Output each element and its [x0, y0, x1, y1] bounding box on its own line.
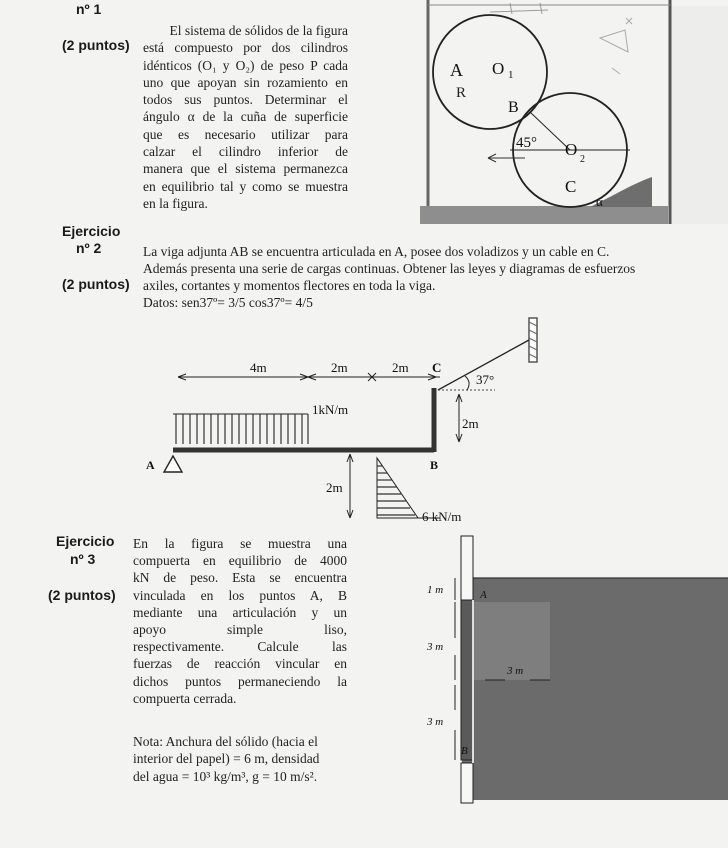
text-line: ángulo α de la cuña de superficie [143, 109, 348, 125]
problem-2-points: (2 puntos) [62, 276, 130, 292]
label-b: B [461, 745, 468, 757]
label-o1-sub: 1 [508, 69, 514, 81]
label-load: 1kN/m [312, 402, 349, 417]
gate-bottom [461, 763, 473, 803]
label-angle: 37° [476, 372, 495, 387]
label-b: B [508, 99, 519, 116]
text-line: en la figura. [143, 195, 208, 211]
margin-area [668, 6, 728, 224]
triangular-load [377, 458, 418, 518]
text-line: todos sus puntos. Determinar el [143, 92, 348, 108]
note-line: interior del papel) = 6 m, densidad [133, 751, 320, 767]
label-o1: O [492, 59, 505, 78]
dim-3m-c: 3 m [427, 716, 444, 728]
text-line: manera que el sistema permanezca [143, 161, 348, 177]
angle-arc [465, 376, 469, 390]
floor [420, 206, 670, 224]
problem-3-note [133, 733, 353, 785]
problem-3-points: (2 puntos) [48, 587, 116, 603]
text-line: calzar el cilindro inferior de [143, 144, 348, 160]
text-line: kN de peso. Esta se encuentra [133, 570, 347, 586]
label-a: A [146, 458, 155, 472]
note-line: del agua = 10³ kg/m³, g = 10 m/s². [133, 768, 318, 784]
gate-top [461, 536, 473, 600]
dim-3m-a: 3 m [427, 641, 444, 653]
dim-2m-a: 2m [331, 360, 348, 375]
label-b: B [430, 458, 439, 472]
dim-4m: 4m [250, 360, 267, 375]
text-line: mediante una articulación y un [133, 604, 347, 620]
text-line: que es necesario utilizar para [143, 126, 348, 142]
text-line: La viga adjunta AB se encuentra articulada en A, posee dos voladizos y un cable en C. [143, 244, 610, 259]
text-line: en equilibrio tal y como se muestra [143, 178, 348, 194]
dim-1m: 1 m [427, 584, 444, 596]
pencil-marks [626, 18, 632, 24]
gate [461, 600, 473, 760]
text-line: está compuesto por dos cilindros [143, 40, 348, 56]
label-o2-sub: 2 [580, 154, 585, 165]
text-line: En la figura se muestra una [133, 536, 347, 551]
problem-1-points: (2 puntos) [62, 37, 130, 53]
triangular-load-arrows [377, 466, 415, 515]
text-line: vinculada en los puntos A, B [133, 587, 347, 603]
text-line: axiles, cortantes y momentos flectores en toda la viga. [143, 278, 436, 293]
label-a: A [480, 589, 487, 601]
text-line: compuerta en equilibrio de 4000 [133, 553, 347, 569]
dim-3m-b: 3 m [507, 665, 524, 677]
text-line: respectivamente. Calcule las [133, 639, 347, 655]
problem-3-number: nº 3 [70, 551, 96, 567]
text-line: apoyo simple liso, [133, 622, 347, 638]
cylinders-figure [400, 0, 728, 230]
problem-2-statement [143, 243, 703, 311]
beam-figure [140, 310, 560, 525]
dim-lower: 2m [326, 480, 343, 495]
problem-3-title: Ejercicio [56, 533, 115, 549]
label-o2: O [565, 140, 578, 159]
label-triangular-load: 6 kN/m [422, 509, 462, 524]
text-line: compuerta cerrada. [133, 690, 237, 706]
problem-2-title: Ejercicio [62, 223, 121, 239]
problem-3-statement [133, 535, 347, 707]
data-line: Datos: sen37º= 3/5 cos37º= 4/5 [143, 295, 313, 310]
text-line: Además presenta una serie de cargas continuas. Obtener las leyes y diagramas de esfuerzos [143, 261, 636, 276]
text-line: idénticos (O₁ y O₂) de peso P cada [143, 57, 348, 73]
label-a: A [450, 60, 463, 80]
problem-1-number: nº 1 [76, 1, 102, 17]
problem-1-statement [143, 22, 348, 212]
label-c: C [432, 360, 442, 375]
note-line: Nota: Anchura del sólido (hacia el [133, 734, 318, 749]
dim-height: 2m [462, 416, 479, 431]
pin-support-a [164, 456, 182, 472]
dim-2m-b: 2m [392, 360, 409, 375]
label-alpha: α [596, 194, 603, 209]
label-c: C [565, 177, 577, 196]
pencil-marks [600, 30, 628, 74]
gate-figure [415, 530, 728, 805]
text-line: fuerzas de reacción vincular en [133, 656, 347, 672]
label-r: R [456, 85, 467, 101]
text-line: dichos puntos permaneciendo la [133, 673, 347, 689]
text-line: uno que apoyan sin rozamiento en [143, 74, 348, 90]
problem-2-number: nº 2 [76, 240, 102, 256]
text-line: El sistema de sólidos de la figura [169, 23, 348, 38]
distributed-load-arrows [176, 414, 308, 444]
label-angle: 45° [516, 135, 537, 151]
